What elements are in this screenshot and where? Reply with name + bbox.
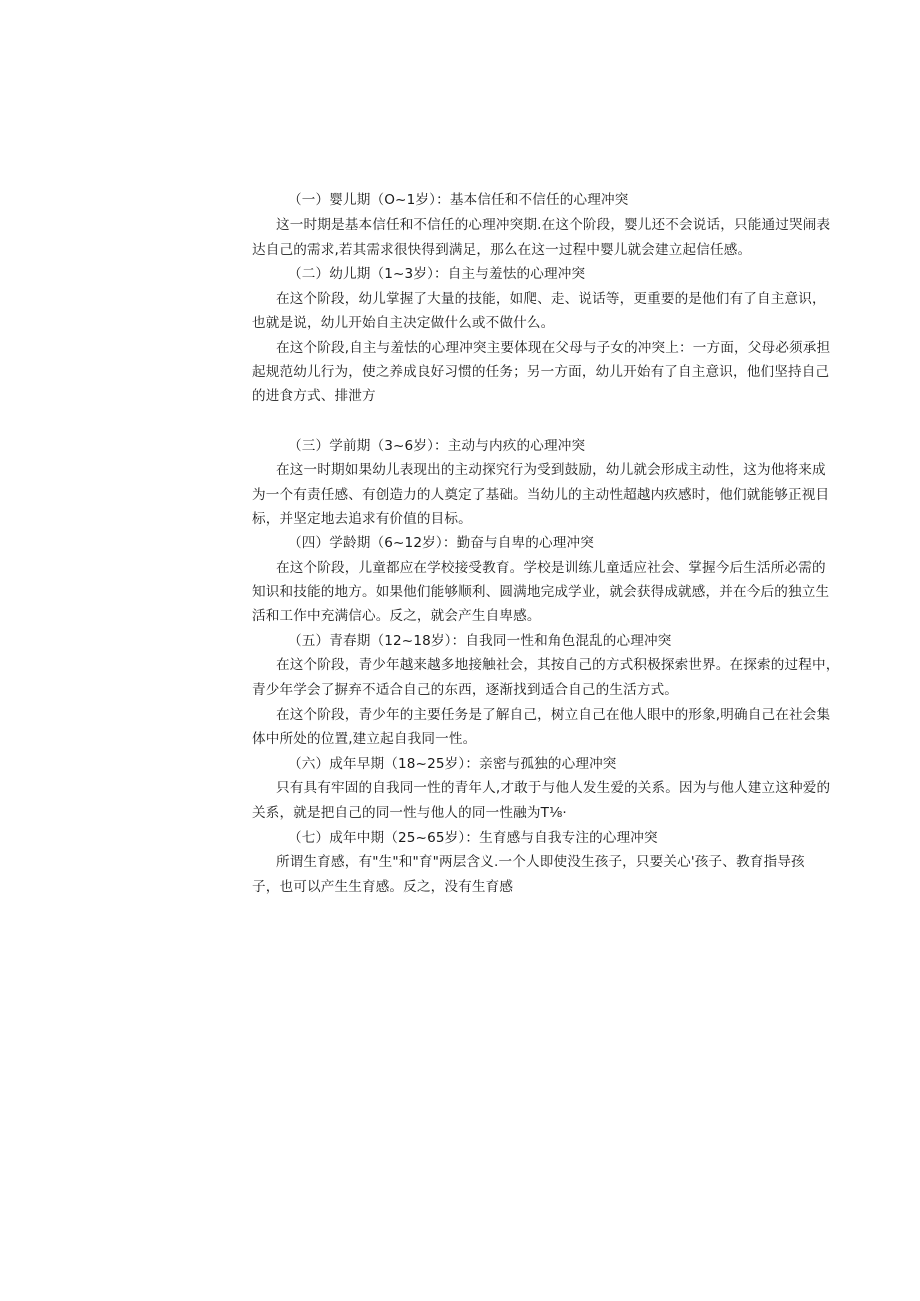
paragraph-line: 在这个阶段,自主与羞怯的心理冲突主要体现在父母与子女的冲突上：一方面，父母必须承担 (276, 340, 831, 356)
paragraph-line: 体中所处的位置,建立起自我同一性。 (252, 731, 477, 747)
paragraph-line: 起规范幼儿行为，使之养成良好习惯的任务；另一方面，幼儿开始有了自主意识，他们坚持自己 (252, 364, 830, 380)
paragraph-line: 标，并坚定地去追求有价值的目标。 (252, 511, 472, 527)
section-heading: （二）幼儿期（1~3岁）：自主与羞怯的心理冲突 (288, 266, 586, 282)
section-heading: （五）青春期（12~18岁）：自我同一性和角色混乱的心理冲突 (288, 633, 672, 649)
paragraph-line: 知识和技能的地方。如果他们能够顺利、圆满地完成学业，就会获得成就感，并在今后的独立生 (252, 584, 830, 600)
paragraph-line: 子，也可以产生生育感。反之，没有生育感 (252, 879, 514, 895)
paragraph-line: 只有具有牢固的自我同一性的青年人,才敢于与他人发生爱的关系。因为与他人建立这种爱的 (276, 780, 831, 796)
paragraph-line: 青少年学会了摒弃不适合自己的东西，逐渐找到适合自己的生活方式。 (252, 682, 679, 698)
paragraph-line: 关系，就是把自己的同一性与他人的同一性融为T⅛· (252, 805, 567, 821)
paragraph-line: 活和工作中充满信心。反之，就会产生自卑感。 (252, 608, 541, 624)
paragraph-line: 在这个阶段，青少年的主要任务是了解自己，树立自己在他人眼中的形象,明确自己在社会集 (276, 707, 831, 723)
paragraph-line: 在这个阶段，青少年越来越多地接触社会，其按自己的方式积极探索世界。在探索的过程中， (276, 657, 840, 673)
paragraph-line: 这一时期是基本信任和不信任的心理冲突期.在这个阶段，婴儿还不会说话，只能通过哭闹表 (276, 217, 831, 233)
paragraph-line: 在这个阶段，幼儿掌握了大量的技能，如爬、走、说话等，更重要的是他们有了自主意识， (276, 291, 826, 307)
paragraph-line: 在这一时期如果幼儿表现出的主动探究行为受到鼓励，幼儿就会形成主动性，这为他将来成 (276, 462, 826, 478)
section-heading: （三）学前期（3~6岁）：主动与内疚的心理冲突 (288, 438, 586, 454)
paragraph-line: 为一个有责任感、有创造力的人奠定了基础。当幼儿的主动性超越内疚感时，他们就能够正视目 (252, 487, 830, 503)
paragraph-line: 所谓生育感，有"生"和"育"两层含义.一个人即使没生孩子，只要关心'孩子、教育指导孩 (276, 854, 805, 870)
paragraph-line: 的进食方式、排泄方 (252, 388, 376, 404)
paragraph-line: 也就是说，幼儿开始自主决定做什么或不做什么。 (252, 315, 555, 331)
section-heading: （六）成年早期（18~25岁）：亲密与孤独的心理冲突 (288, 756, 617, 772)
paragraph-line: 在这个阶段，儿童都应在学校接受教育。学校是训练儿童适应社会、掌握今后生活所必需的 (276, 560, 826, 576)
paragraph-line: 达自己的需求,若其需求很快得到满足，那么在这一过程中婴儿就会建立起信任感。 (252, 242, 752, 258)
section-heading: （一）婴儿期（O~1岁）：基本信任和不信任的心理冲突 (288, 192, 629, 208)
section-heading: （四）学龄期（6~12岁）：勤奋与自卑的心理冲突 (288, 535, 595, 551)
section-heading: （七）成年中期（25~65岁）：生育感与自我专注的心理冲突 (288, 830, 658, 846)
